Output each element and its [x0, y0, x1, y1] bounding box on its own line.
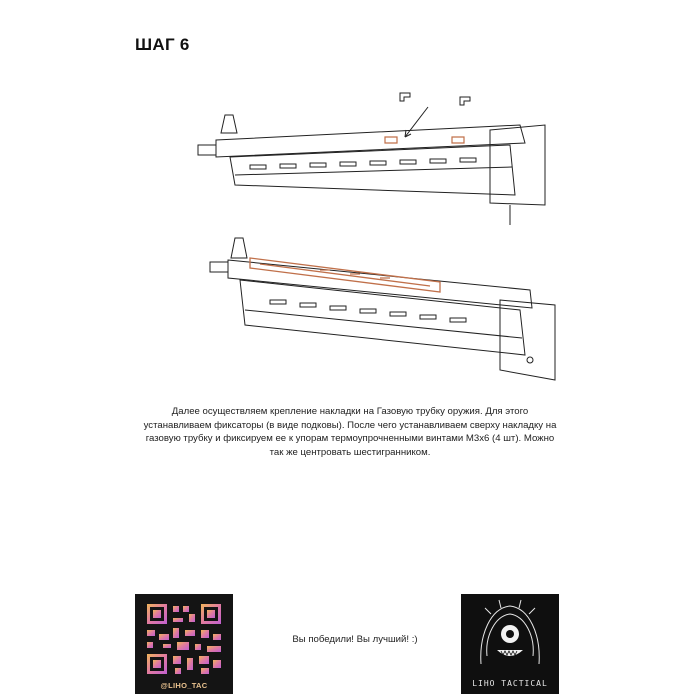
qr-handle-label: @LIHO_TAC — [160, 681, 208, 690]
qr-code-pattern — [135, 594, 233, 680]
closing-message: Вы победили! Вы лучший! :) — [292, 634, 418, 645]
assembly-diagram-exploded — [190, 85, 550, 235]
instruction-text: Далее осуществляем крепление накладки на Газовую трубку оружия. Для этого устанавливаем фиксаторы (в виде подковы). После чего устанавливаем сверху накладку на газовую трубку и фиксируем ее к упорам термоупрочненными винтами М3х6 (4 шт). Можно так же центровать шестигранником. — [143, 406, 557, 458]
qr-code[interactable] — [135, 594, 233, 694]
cyclops-mascot-icon — [461, 594, 559, 676]
assembly-diagram-installed — [200, 230, 560, 390]
brand-logo — [461, 594, 559, 694]
brand-logo-text: LIHO TACTICAL — [472, 679, 548, 688]
step-title: ШАГ 6 — [135, 35, 190, 54]
